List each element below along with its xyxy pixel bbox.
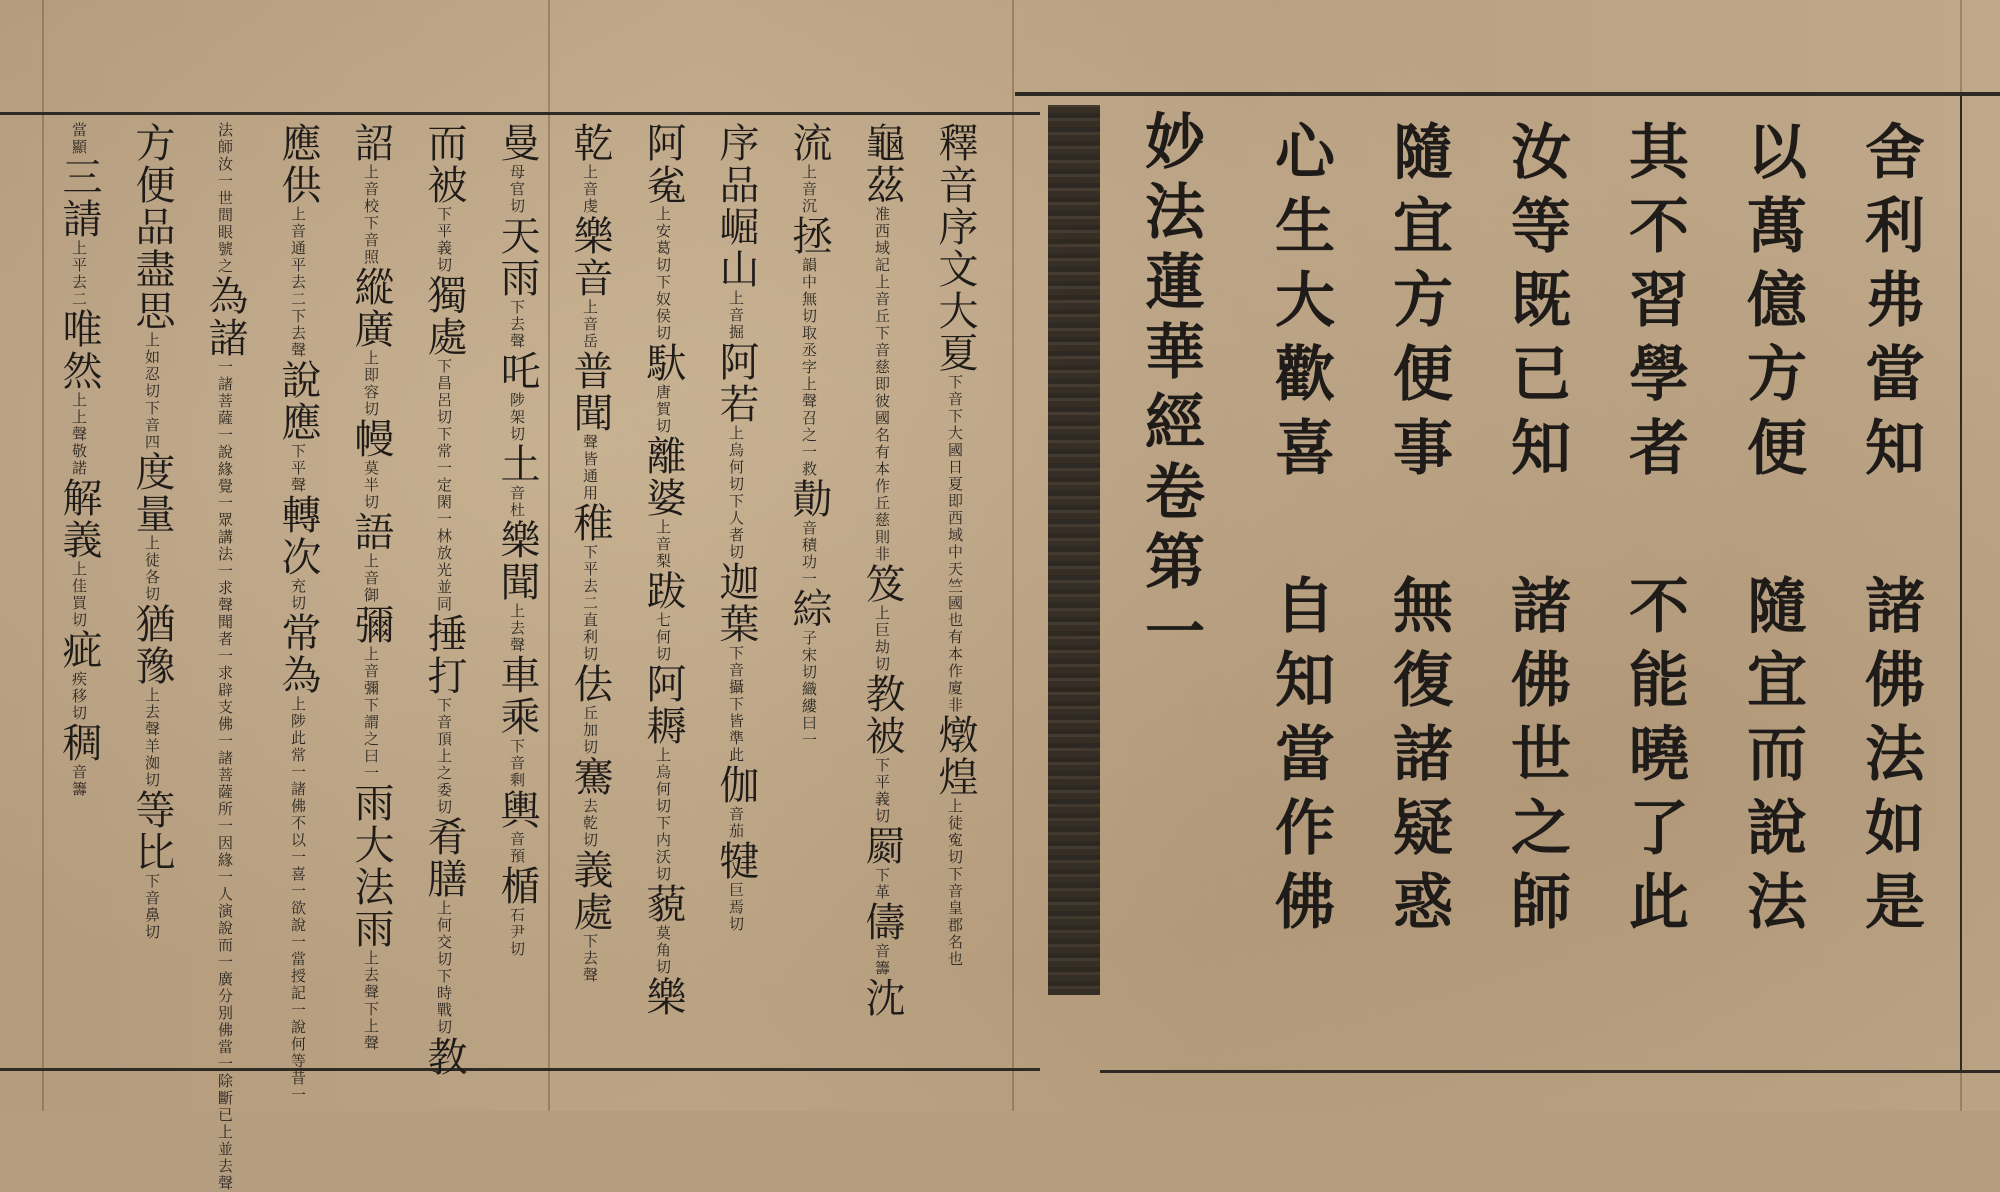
- headword: 藐: [640, 883, 686, 925]
- pronunciation-note: 音預: [508, 831, 526, 865]
- headword: 儔: [859, 901, 905, 943]
- annotation-column: [713, 122, 759, 933]
- headword: 馱: [640, 342, 686, 384]
- right-panel-top-rule: [1015, 92, 2000, 96]
- headword: 常為: [275, 612, 321, 696]
- pronunciation-note: 丘加切: [581, 705, 599, 756]
- pronunciation-note: 韻中無切取丞字上聲召之一救: [800, 257, 818, 478]
- annotation-column: [786, 122, 832, 749]
- pronunciation-note: 巨焉切: [727, 882, 745, 933]
- pronunciation-note: 上上聲敬諾: [70, 392, 88, 477]
- headword: 吒: [494, 350, 540, 392]
- headword: 縱廣: [348, 266, 394, 350]
- pronunciation-note: 下音頂上之委切: [435, 697, 453, 816]
- pronunciation-note: 上音虔: [581, 164, 599, 215]
- headword: 流: [786, 122, 832, 164]
- pronunciation-note: 下音攝下皆準此: [727, 645, 745, 764]
- worn-column-strip: [1048, 105, 1100, 995]
- headword: 勣: [786, 478, 832, 520]
- headword: 三請: [56, 156, 102, 240]
- pronunciation-note: 准西域記上音丘下音慈即彼國名有本作丘慈則非: [873, 206, 891, 563]
- sutra-title: 妙法蓮華經卷第一: [1135, 110, 1205, 670]
- pronunciation-note: 母官切: [508, 164, 526, 215]
- pronunciation-note: 七何切: [654, 612, 672, 663]
- headword: 輿: [494, 789, 540, 831]
- pronunciation-note: 去乾切: [581, 798, 599, 849]
- pronunciation-note: 上去聲下上聲: [362, 950, 380, 1052]
- verse-column: 汝等既已知 諸佛世之師: [1501, 120, 1571, 944]
- headword: 佉: [567, 663, 613, 705]
- verse-column: 隨宜方便事 無復諸疑惑: [1383, 120, 1453, 944]
- pronunciation-note: 上音御: [362, 553, 380, 604]
- pronunciation-note: 當顯: [70, 122, 88, 156]
- pronunciation-note: 上即容切: [362, 350, 380, 418]
- headword: 跋: [640, 570, 686, 612]
- right-panel-bottom-rule: [1100, 1070, 2000, 1073]
- pronunciation-note: 上何交切下時戰切: [435, 900, 453, 1036]
- headword: 崛山: [713, 206, 759, 290]
- headword: 燉煌: [932, 714, 978, 798]
- annotation-column: [932, 122, 978, 968]
- headword: 方便品: [129, 122, 175, 248]
- headword: 龜茲: [859, 122, 905, 206]
- headword: 而被: [421, 122, 467, 206]
- pronunciation-note: 一諸菩薩一說緣覺一眾講法一求聲聞者一求辟支佛一諸菩薩所一因緣一人演說而一廣分別佛當一除斷已上並去聲: [216, 359, 234, 1192]
- pronunciation-note: 上音彌下謂之曰一: [362, 646, 380, 782]
- headword: 車乘: [494, 654, 540, 738]
- pronunciation-note: 上巨劫切: [873, 605, 891, 673]
- annotation-column: [129, 122, 175, 941]
- headword: 曼: [494, 122, 540, 164]
- right-edge-rule: [1960, 92, 1962, 1072]
- pronunciation-note: 疾移切: [70, 671, 88, 722]
- pronunciation-note: 上烏何切下人者切: [727, 425, 745, 561]
- headword: 罽: [859, 825, 905, 867]
- pronunciation-note: 下平聲: [289, 443, 307, 494]
- headword: 大夏: [932, 290, 978, 374]
- headword: 拯: [786, 215, 832, 257]
- pronunciation-note: 上平去二: [70, 240, 88, 308]
- pronunciation-note: 上安葛切下奴侯切: [654, 206, 672, 342]
- pronunciation-note: 上去聲羊洳切: [143, 687, 161, 789]
- headword: 阿耨: [640, 663, 686, 747]
- headword: 雨大法雨: [348, 782, 394, 950]
- pronunciation-note: 上音通平去二下去聲: [289, 206, 307, 359]
- pronunciation-note: 上烏何切下内沃切: [654, 747, 672, 883]
- left-panel-top-rule: [0, 112, 1040, 115]
- headword: 幔: [348, 418, 394, 460]
- left-panel-bottom-rule: [0, 1068, 1040, 1071]
- headword: 疵: [56, 629, 102, 671]
- annotation-column: [348, 122, 394, 1052]
- headword: 天雨: [494, 215, 540, 299]
- pronunciation-note: 上音沉: [800, 164, 818, 215]
- headword: 樂: [640, 976, 686, 1018]
- headword: 詔: [348, 122, 394, 164]
- pronunciation-note: 陟架切: [508, 392, 526, 443]
- headword: 教: [421, 1036, 467, 1078]
- headword: 肴膳: [421, 816, 467, 900]
- pronunciation-note: 音籌: [873, 943, 891, 977]
- verse-column: 其不習學者 不能曉了此: [1619, 120, 1689, 944]
- pronunciation-note: 下去聲: [581, 933, 599, 984]
- pronunciation-note: 上音梨: [654, 519, 672, 570]
- paper-seam: [548, 0, 550, 1111]
- pronunciation-note: 常一諸佛不以一喜一欲說一當授記一說何等昔一: [289, 747, 307, 1104]
- pronunciation-note: 上音校下音照: [362, 164, 380, 266]
- headword: 度量: [129, 451, 175, 535]
- pronunciation-note: 法師汝一世間眼號之: [216, 122, 234, 275]
- annotation-column: [567, 122, 613, 984]
- headword: 猶豫: [129, 603, 175, 687]
- headword: 樂音: [567, 215, 613, 299]
- pronunciation-note: 上徒各切: [143, 535, 161, 603]
- headword: 序文: [932, 206, 978, 290]
- headword: 迦葉: [713, 561, 759, 645]
- pronunciation-note: 莫半切: [362, 460, 380, 511]
- headword: 等比: [129, 789, 175, 873]
- pronunciation-note: 石尹切: [508, 907, 526, 958]
- headword: 騫: [567, 756, 613, 798]
- paper-seam: [42, 0, 44, 1111]
- headword: 義: [567, 849, 613, 891]
- pronunciation-note: 上音掘: [727, 290, 745, 341]
- headword: 綜: [786, 588, 832, 630]
- pronunciation-note: 下音鼻切: [143, 873, 161, 941]
- headword: 楯: [494, 865, 540, 907]
- annotation-column: [421, 122, 467, 1078]
- pronunciation-note: 下音下大國日夏即西域中天竺國也有本作廈非: [946, 374, 964, 714]
- headword: 普聞: [567, 350, 613, 434]
- headword: 處: [567, 891, 613, 933]
- headword: 盡思: [129, 248, 175, 332]
- pronunciation-note: 充切: [289, 578, 307, 612]
- annotation-column: [640, 122, 686, 1018]
- pronunciation-note: 下昌呂切下常一定閑一林放光並同: [435, 358, 453, 613]
- pronunciation-note: 下平義切: [435, 206, 453, 274]
- verse-column: 心生大歡喜 自知當作佛: [1265, 120, 1335, 944]
- pronunciation-note: 下革: [873, 867, 891, 901]
- headword: 乾: [567, 122, 613, 164]
- headword: 唯然: [56, 308, 102, 392]
- pronunciation-note: 上徒寃切下音皇郡名也: [946, 798, 964, 968]
- pronunciation-note: 上如忍切下音四: [143, 332, 161, 451]
- headword: 轉次: [275, 494, 321, 578]
- pronunciation-note: 聲皆通用: [581, 434, 599, 502]
- headword: 說應: [275, 359, 321, 443]
- annotation-column: [859, 122, 905, 1019]
- pronunciation-note: 音積功一: [800, 520, 818, 588]
- annotation-column: [56, 122, 102, 798]
- headword: 序品: [713, 122, 759, 206]
- pronunciation-note: 上去聲: [508, 603, 526, 654]
- headword: 解義: [56, 477, 102, 561]
- pronunciation-note: 下平去二直利切: [581, 544, 599, 663]
- headword: 阿若: [713, 341, 759, 425]
- verse-column: 舍利弗當知 諸佛法如是: [1855, 120, 1925, 944]
- headword: 犍: [713, 840, 759, 882]
- headword: 土: [494, 443, 540, 485]
- headword: 彌: [348, 604, 394, 646]
- headword: 稚: [567, 502, 613, 544]
- headword: 阿㝹: [640, 122, 686, 206]
- pronunciation-note: 音籌: [70, 764, 88, 798]
- pronunciation-note: 音茄: [727, 806, 745, 840]
- annotation-column: [494, 122, 540, 958]
- pronunciation-note: 上音岳: [581, 299, 599, 350]
- pronunciation-note: 唐賀切: [654, 384, 672, 435]
- pronunciation-note: 子宋切織縷曰一: [800, 630, 818, 749]
- pronunciation-note: 下去聲: [508, 299, 526, 350]
- pronunciation-note: 下音剩: [508, 738, 526, 789]
- headword: 應供: [275, 122, 321, 206]
- pronunciation-note: 下平義切: [873, 757, 891, 825]
- headword: 伽: [713, 764, 759, 806]
- headword: 稠: [56, 722, 102, 764]
- pronunciation-note: 上佳買切: [70, 561, 88, 629]
- pronunciation-note: 音杜: [508, 485, 526, 519]
- paper-seam: [1012, 0, 1014, 1111]
- annotation-column: [275, 122, 321, 1104]
- headword: 捶打: [421, 613, 467, 697]
- headword: 沈: [859, 977, 905, 1019]
- headword: 教被: [859, 673, 905, 757]
- headword: 樂聞: [494, 519, 540, 603]
- headword: 釋音: [932, 122, 978, 206]
- headword: 笈: [859, 563, 905, 605]
- headword: 離婆: [640, 435, 686, 519]
- headword: 為諸: [202, 275, 248, 359]
- verse-column: 以萬億方便 隨宜而說法: [1737, 120, 1807, 944]
- headword: 獨處: [421, 274, 467, 358]
- pronunciation-note: 莫角切: [654, 925, 672, 976]
- pronunciation-note: 上陟此: [289, 696, 307, 747]
- headword: 語: [348, 511, 394, 553]
- annotation-column: [202, 122, 248, 1192]
